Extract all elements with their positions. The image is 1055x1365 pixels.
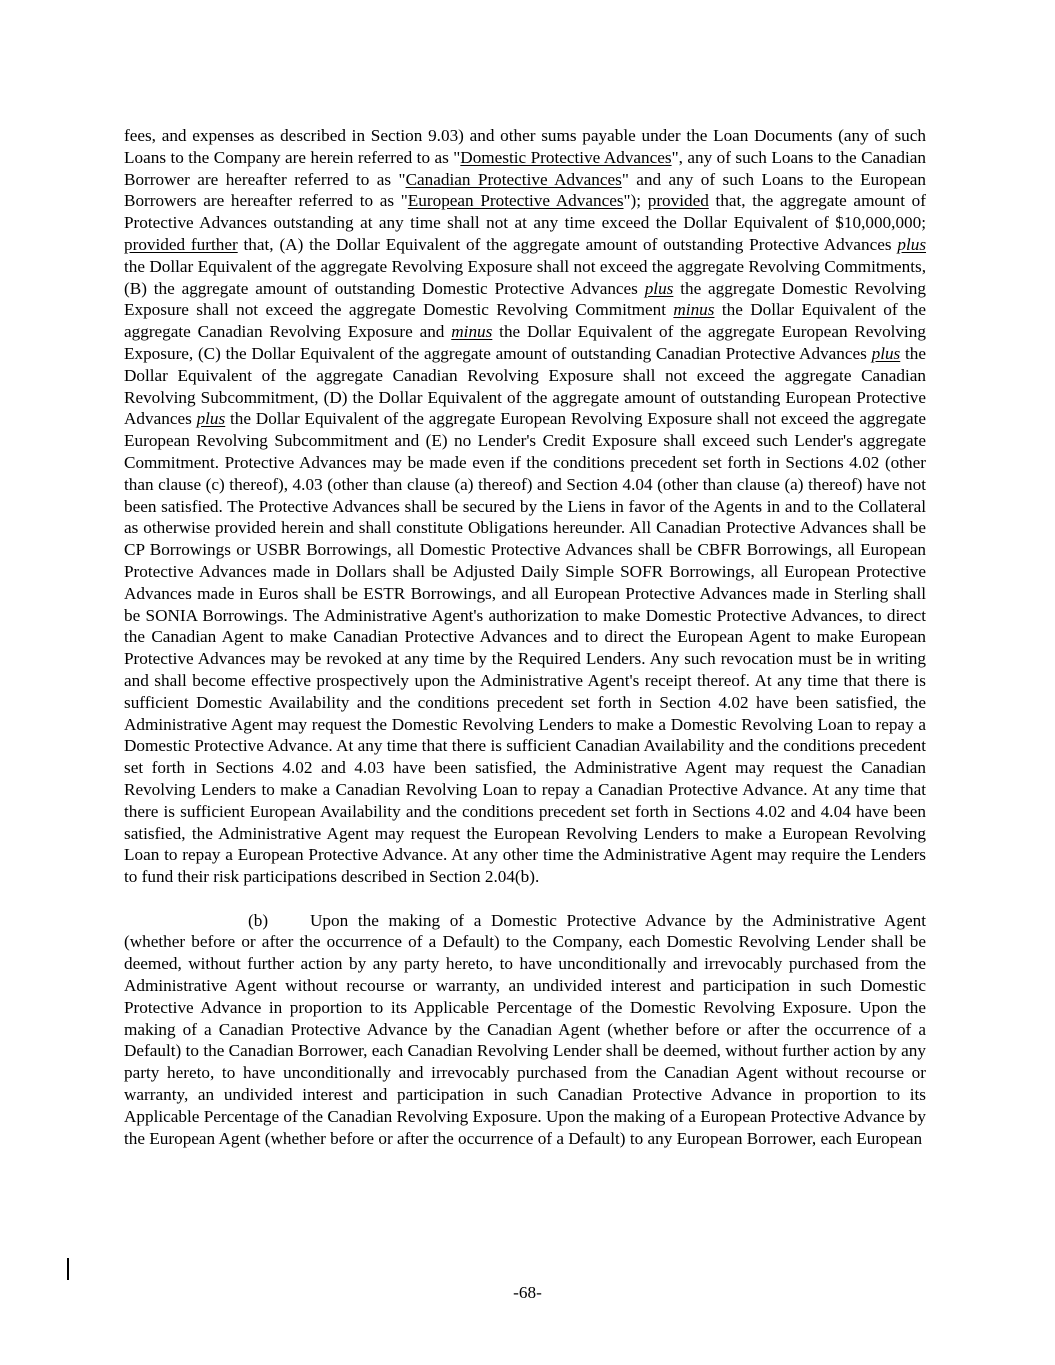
emphasized-term: plus (871, 343, 901, 363)
text-run: the Dollar Equivalent of the aggregate Revolving Exposure shall not exceed the aggregate Revolving Commitments, (B) the aggregate amount of outstanding Domestic Protective Advances (124, 256, 926, 298)
emphasized-term: Canadian Protective Advances (405, 169, 622, 189)
text-run: that, the aggregate amount of Protective Advances outstanding at any time shall not at any time exceed the Dollar Equivalent of $10,000,000; (124, 191, 926, 233)
text-run: fees, and expenses as described in Section 9.03) and other sums payable under the Loan Documents (any of such Loans to the Company are herein referred to as " (124, 126, 926, 167)
document-body (124, 125, 926, 1149)
emphasized-term: minus (673, 300, 715, 320)
text-run: the aggregate Domestic Revolving Exposure shall not exceed the aggregate Domestic Revolving Commitment (124, 278, 926, 320)
emphasized-term: provided (647, 191, 709, 211)
text-run: the Dollar Equivalent of the aggregate Canadian Revolving Exposure shall not exceed the aggregate Canadian Revolving Subcommitment, (D) the Dollar Equivalent of the aggregate amount of outstanding European Protective Advances (124, 343, 926, 429)
emphasized-term: minus (451, 322, 493, 342)
emphasized-term: provided further (124, 234, 238, 254)
text-run: "); (623, 191, 648, 211)
paragraph-b-text: Upon the making of a Domestic Protective Advance by the Administrative Agent (whether before or after the occurrence of a Default) to the Company, each Domestic Revolving Lender shall be deemed, without further action by any party hereto, to have unconditionally and irrevocably purchased from the Administrative Agent without recourse or warranty, an undivided interest and participation in such Domestic Protective Advance in proportion to its Applicable Percentage of the Domestic Revolving Exposure. Upon the making of a Canadian Protective Advance by the Canadian Agent (whether before or after the occurrence of a Default) to the Canadian Borrower, each Canadian Revolving Lender shall be deemed, without further action by any party hereto, to have unconditionally and irrevocably purchased from the Canadian Agent without recourse or warranty, an undivided interest and participation in such Canadian Protective Advance in proportion to its Applicable Percentage of the Canadian Revolving Exposure. Upon the making of a European Protective Advance by the European Agent (whether before or after the occurrence of a Default) to any European Borrower, each European (124, 910, 926, 1148)
paragraph-a (124, 125, 926, 888)
emphasized-term: plus (196, 409, 226, 429)
text-run: that, (A) the Dollar Equivalent of the aggregate amount of outstanding Protective Advances (237, 234, 898, 254)
paragraph-b (124, 910, 926, 1150)
text-run: the Dollar Equivalent of the aggregate European Revolving Exposure shall not exceed the aggregate European Revolving Subcommitment and (E) no Lender's Credit Exposure shall exceed such Lender's aggregate Commitment. Protective Advances may be made even if the conditions precedent set forth in Sections 4.02 (other than clause (c) thereof), 4.03 (other than clause (a) thereof) and Section 4.04 (other than clause (a) thereof) have not been satisfied. The Protective Advances shall be secured by the Liens in favor of the Agents in and to the Collateral as otherwise provided herein and shall constitute Obligations hereunder. All Canadian Protective Advances shall be CP Borrowings or USBR Borrowings, all Domestic Protective Advances shall be CBFR Borrowings, all European Protective Advances made in Dollars shall be Adjusted Daily Simple SOFR Borrowings, all European Protective Advances made in Euros shall be ESTR Borrowings, and all European Protective Advances made in Sterling shall be SONIA Borrowings. The Administrative Agent's authorization to make Domestic Protective Advances, to direct the Canadian Agent to make Canadian Protective Advances and to direct the European Agent to make European Protective Advances may be revoked at any time by the Required Lenders. Any such revocation must be in writing and shall become effective prospectively upon the Administrative Agent's receipt thereof. At any time that there is sufficient Domestic Availability and the conditions precedent set forth in Section 4.02 have been satisfied, the Administrative Agent may request the Domestic Revolving Lenders to make a Domestic Revolving Loan to repay a Domestic Protective Advance. At any time that there is sufficient Canadian Availability and the conditions precedent set forth in Sections 4.02 and 4.03 have been satisfied, the Administrative Agent may request the Canadian Revolving Lenders to make a Canadian Revolving Loan to repay a Canadian Protective Advance. At any time that there is sufficient European Availability and the conditions precedent set forth in Sections 4.02 and 4.04 have been satisfied, the Administrative Agent may request the European Revolving Lenders to make a European Revolving Loan to repay a European Protective Advance. At any other time the Administrative Agent may require the Lenders to fund their risk participations described in Section 2.04(b). (124, 409, 926, 887)
text-run: the Dollar Equivalent of the aggregate Canadian Revolving Exposure and (124, 300, 926, 342)
page-number: -68- (513, 1283, 542, 1302)
emphasized-term: Domestic Protective Advances (460, 147, 672, 167)
emphasized-term: plus (644, 278, 674, 298)
text-run: " and any of such Loans to the European Borrowers are hereafter referred to as " (124, 169, 926, 211)
emphasized-term: plus (897, 234, 927, 254)
revision-change-bar (67, 1258, 69, 1280)
clause-label-b: (b) (248, 910, 269, 930)
text-run: ", any of such Loans to the Canadian Borrower are hereafter referred to as " (124, 147, 926, 189)
text-run: the Dollar Equivalent of the aggregate European Revolving Exposure, (C) the Dollar Equivalent of the aggregate amount of outstanding Canadian Protective Advances (124, 322, 926, 363)
emphasized-term: European Protective Advances (407, 191, 624, 211)
